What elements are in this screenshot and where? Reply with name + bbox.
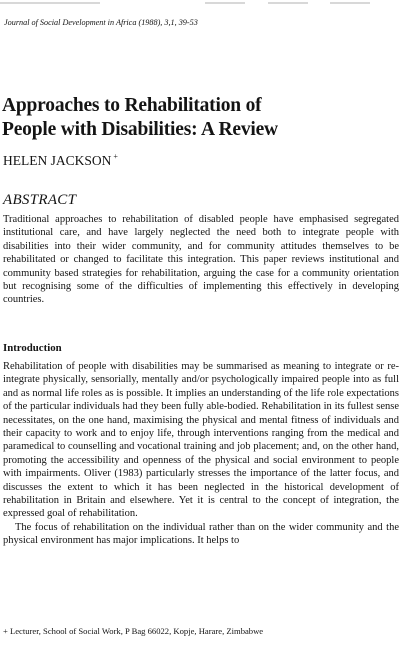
introduction-heading: Introduction <box>3 342 62 354</box>
author-footnote: + Lecturer, School of Social Work, P Bag 66022, Kopje, Harare, Zimbabwe <box>3 626 264 636</box>
author-footnote-mark: + <box>113 152 118 161</box>
journal-citation: Journal of Social Development in Africa (1988), 3,1, 39-53 <box>4 18 198 27</box>
scan-edge-mark <box>205 2 245 4</box>
author-name: HELEN JACKSON <box>3 153 112 168</box>
introduction-paragraph-1: Rehabilitation of people with disabilities may be summarised as meaning to integrate or re-integrate physically, sensorially, mentally and/or psychologically impaired people into as full and as normal life roles as is possible. It implies an understanding of the life role expectations of the particular individuals had they been fully able-bodied. Rehabilitation in its fullest sense necessitates, on the one hand, maximising the physical and mental fitness of individuals and their capacity to work and to enjoy life, through interventions ranging from the medical and paramedical to counselling and vocational training and job placement; and, on the other hand, promoting the accessibility and openness of the physical and social environment to people with impairments. Oliver (1983) particularly stresses the importance of the latter focus, and discusses the extent to which it has been neglected in the historical development of rehabilitation in Britain and elsewhere. Yet it is central to the concept of integration, the expressed goal of rehabilitation. <box>3 361 399 520</box>
abstract-text: Traditional approaches to rehabilitation of disabled people have emphasised segregated institutional care, and have largely neglected the need both to integrate people with disabilities into their wider community, and for community attitudes themselves to be rehabilitated or changed to facilitate this integration. This paper reviews institutional and community based strategies for rehabilitation, arguing the case for a community orientation but recognising some of the difficulties of implementing this effectively in developing countries. <box>3 214 399 306</box>
article-title <box>2 94 402 142</box>
article-title-line-2: People with Disabilities: A Review <box>2 119 278 140</box>
scan-edge-mark <box>268 2 308 4</box>
author <box>3 152 118 169</box>
scan-edge-mark <box>330 2 370 4</box>
introduction-paragraph-2: The focus of rehabilitation on the individual rather than on the wider community and the physical environment has major implications. It helps to <box>3 521 399 547</box>
scan-edge-mark <box>0 2 100 4</box>
introduction-body <box>3 360 399 548</box>
abstract-heading: ABSTRACT <box>3 192 77 208</box>
article-title-line-1: Approaches to Rehabilitation of <box>2 95 262 116</box>
